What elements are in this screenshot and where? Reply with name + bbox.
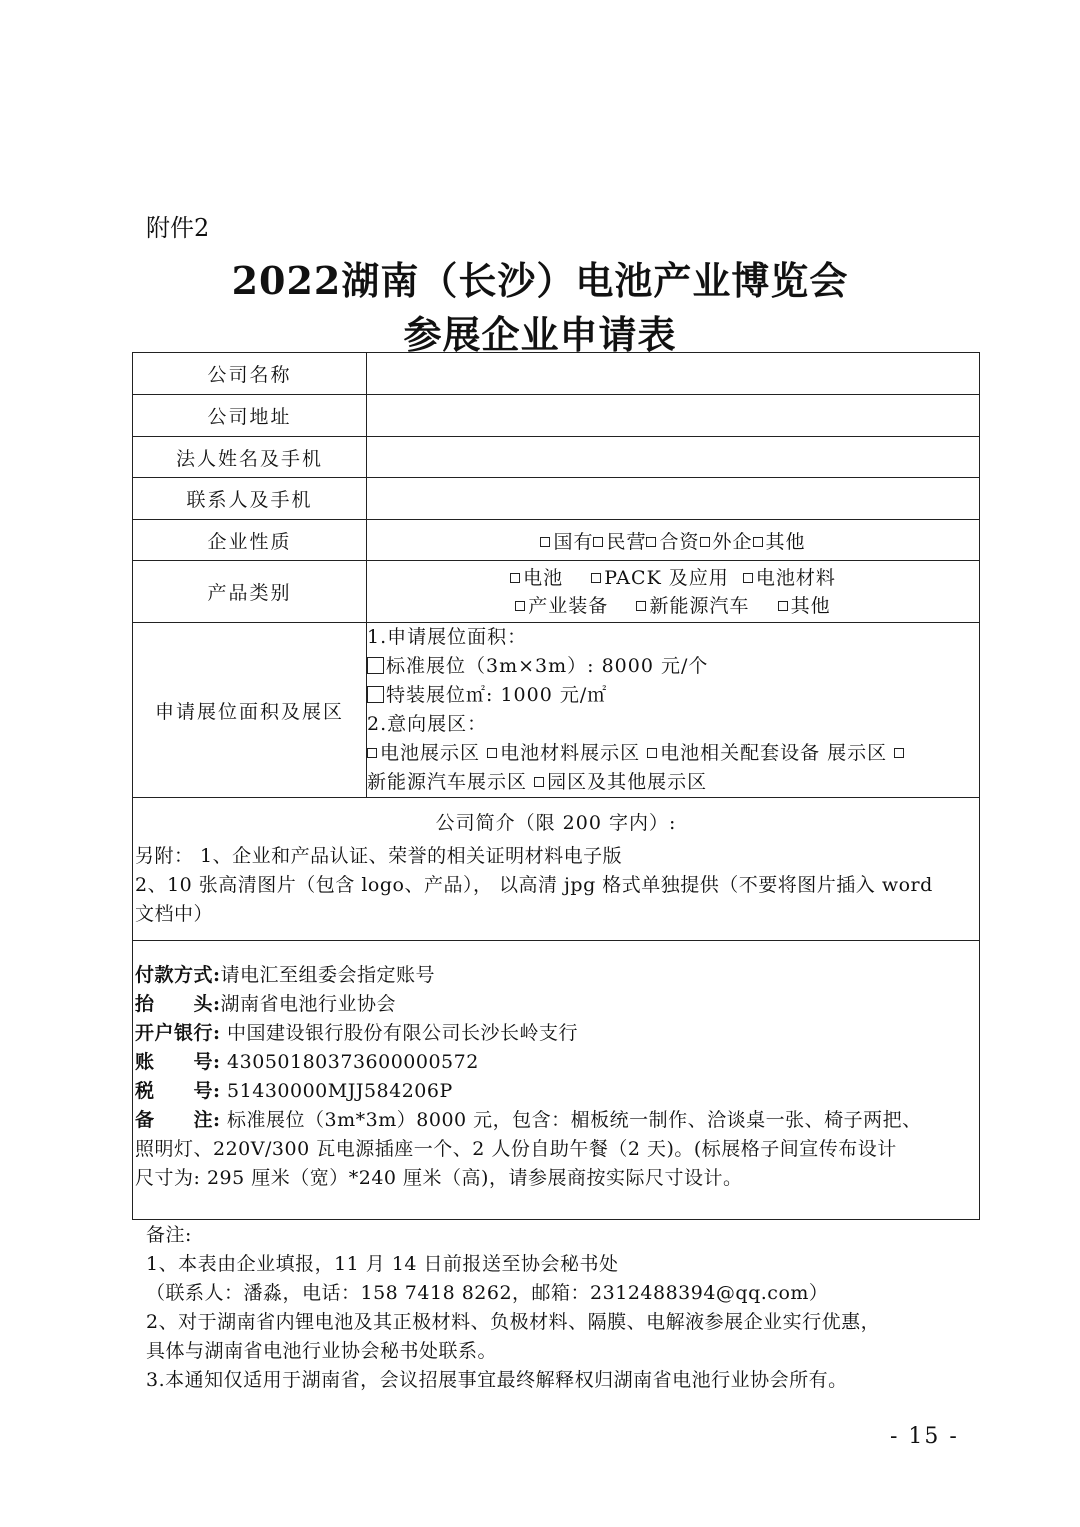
checkbox-icon (591, 573, 601, 583)
checkbox-icon (534, 777, 544, 787)
checkbox-icon (367, 748, 377, 758)
checkbox-icon (743, 573, 753, 583)
application-form-table (132, 352, 980, 1220)
checkbox-option[interactable]: 电池材料 (743, 567, 836, 589)
product-category-label: 产品类别 (133, 561, 367, 623)
payee: 抬 头:湖南省电池行业协会 (135, 993, 397, 1015)
checkbox-icon (367, 657, 384, 674)
note-line: 3.本通知仅适用于湖南省，会议招展事宜最终解释权归湖南省电池行业协会所有。 (146, 1369, 848, 1391)
booth-area-label: 申请展位面积及展区 (133, 623, 367, 798)
remark-line: 照明灯、220V/300 瓦电源插座一个、2 人份自助午餐（2 天)。(标展格子间宣传布设计 (135, 1138, 897, 1160)
company-intro-cell[interactable] (133, 798, 980, 941)
row-product-category (133, 561, 980, 623)
row-company-address (133, 395, 980, 437)
bank: 开户银行: 中国建设银行股份有限公司长沙长岭支行 (135, 1022, 579, 1044)
note-line: 备注: (146, 1224, 192, 1246)
product-line-1 (367, 564, 979, 592)
legal-person-field[interactable] (367, 437, 980, 478)
company-name-field[interactable] (367, 353, 980, 395)
checkbox-icon (646, 537, 656, 547)
row-payment (133, 941, 980, 1220)
checkbox-icon (778, 601, 788, 611)
checkbox-option[interactable]: 其他 (778, 595, 831, 617)
checkbox-option[interactable]: 电池材料展示区 (487, 742, 640, 764)
intro-line: 文档中） (135, 903, 214, 925)
form-title-line1: 2022湖南（长沙）电池产业博览会 (231, 258, 849, 303)
checkbox-option[interactable]: 园区及其他展示区 (534, 771, 707, 793)
intro-body (133, 838, 979, 931)
attachment-label: 附件2 (146, 214, 210, 242)
area-heading: 1.申请展位面积： (367, 626, 528, 648)
checkbox-option[interactable]: 合资 (646, 531, 699, 553)
checkbox-option[interactable]: 其他 (753, 531, 806, 553)
checkbox-option[interactable]: 电池展示区 (367, 742, 480, 764)
note-line: 2、对于湖南省内锂电池及其正极材料、负极材料、隔膜、电解液参展企业实行优惠， (146, 1311, 881, 1333)
checkbox-icon (367, 686, 384, 703)
product-line-2 (367, 592, 979, 620)
row-company-name (133, 353, 980, 395)
checkbox-option[interactable]: 新能源汽车 (636, 595, 749, 617)
contact-person-field[interactable] (367, 478, 980, 520)
company-address-field[interactable] (367, 395, 980, 437)
checkbox-icon (753, 537, 763, 547)
legal-person-label: 法人姓名及手机 (133, 437, 367, 478)
checkbox-icon (540, 537, 550, 547)
form-title-line2: 参展企业申请表 (403, 312, 677, 357)
footer-notes (146, 1221, 986, 1395)
checkbox-icon (636, 601, 646, 611)
checkbox-option[interactable]: 国有 (540, 531, 593, 553)
row-enterprise-type (133, 520, 980, 561)
row-contact-person (133, 478, 980, 520)
product-category-options (367, 561, 980, 623)
row-booth-area (133, 623, 980, 798)
checkbox-icon (510, 573, 520, 583)
row-legal-person (133, 437, 980, 478)
checkbox-icon (700, 537, 710, 547)
payment-info (133, 941, 979, 1211)
checkbox-option[interactable]: PACK 及应用 (591, 567, 729, 589)
payment-method: 付款方式:请电汇至组委会指定账号 (135, 964, 436, 986)
company-name-label: 公司名称 (133, 353, 367, 395)
checkbox-icon (593, 537, 603, 547)
zone-line-2 (367, 768, 979, 797)
checkbox-option[interactable]: 电池 (510, 567, 563, 589)
tax-number: 税 号: 51430000MJJ584206P (135, 1080, 453, 1102)
checkbox-icon (487, 748, 497, 758)
enterprise-type-label: 企业性质 (133, 520, 367, 561)
enterprise-type-options (367, 520, 980, 561)
remark-line: 备 注: 标准展位（3m*3m）8000 元，包含：楣板统一制作、洽谈桌一张、椅子两把、 (135, 1109, 922, 1131)
intro-line: 另附： 1、企业和产品认证、荣誉的相关证明材料电子版 (135, 845, 623, 867)
checkbox-option[interactable]: 新能源汽车展示区 (367, 771, 528, 793)
intro-title: 公司简介（限 200 字内）: (435, 812, 677, 834)
checkbox-option[interactable]: 外企 (700, 531, 753, 553)
special-booth-option[interactable]: 特装展位㎡: 1000 元/㎡ (367, 681, 979, 710)
account-number: 账 号: 43050180373600000572 (135, 1051, 479, 1073)
checkbox-option[interactable]: 产业装备 (515, 595, 608, 617)
booth-area-content (367, 623, 980, 798)
checkbox-option[interactable]: 电池相关配套设备 展示区 (647, 742, 887, 764)
intro-line: 2、10 张高清图片（包含 logo、产品）， 以高清 jpg 格式单独提供（不要将图片插入 word (135, 874, 933, 896)
zone-heading: 2.意向展区： (367, 713, 488, 735)
contact-person-label: 联系人及手机 (133, 478, 367, 520)
checkbox-icon[interactable] (894, 748, 904, 758)
row-company-intro (133, 798, 980, 941)
note-line: 具体与湖南省电池行业协会秘书处联系。 (146, 1340, 498, 1362)
company-address-label: 公司地址 (133, 395, 367, 437)
page-number: - 15 - (890, 1424, 959, 1449)
note-line: （联系人：潘淼，电话：158 7418 8262，邮箱：2312488394@qq.com） (146, 1282, 829, 1304)
remark-line: 尺寸为: 295 厘米（宽）*240 厘米（高)，请参展商按实际尺寸设计。 (135, 1167, 743, 1189)
standard-booth-option[interactable]: 标准展位（3m×3m）: 8000 元/个 (367, 652, 979, 681)
checkbox-option[interactable]: 民营 (593, 531, 646, 553)
zone-line-1 (367, 739, 979, 768)
note-line: 1、本表由企业填报，11 月 14 日前报送至协会秘书处 (146, 1253, 619, 1275)
checkbox-icon (647, 748, 657, 758)
payment-cell (133, 941, 980, 1220)
checkbox-icon (515, 601, 525, 611)
